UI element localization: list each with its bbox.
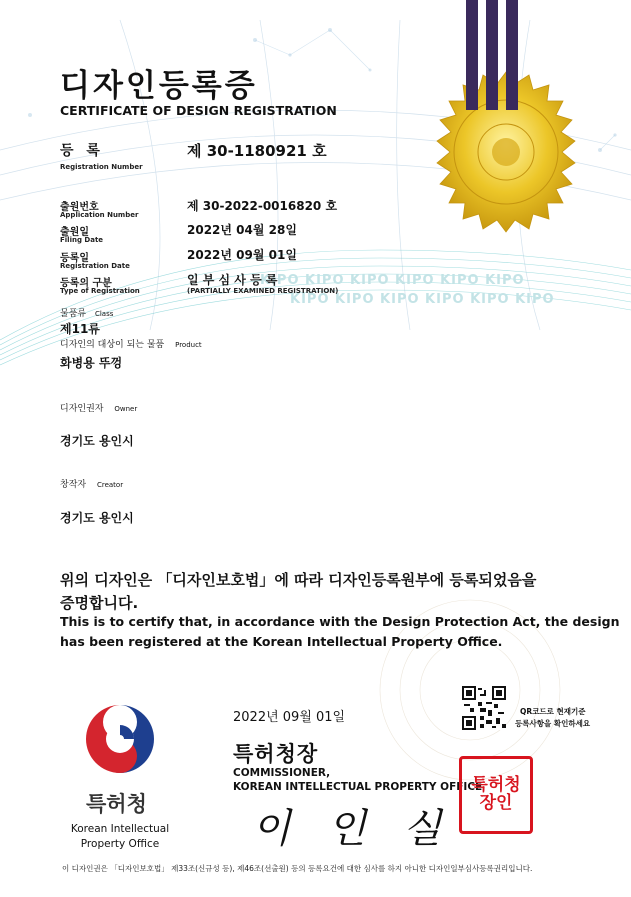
statement-ko: 위의 디자인은 「디자인보호법」에 따라 디자인등록원부에 등록되었음을 (60, 571, 537, 589)
footer-note: 이 디자인권은 「디자인보호법」 제33조(신규성 등), 제46조(선출원) 등의 등록요건에 대한 심사를 하지 아니한 디자인일부심사등록권리입니다. (62, 864, 533, 873)
creator-value: 경기도 용인시 (60, 511, 134, 525)
registration-type-en: (PARTIALLY EXAMINED REGISTRATION) (187, 287, 339, 295)
owner-value: 경기도 용인시 (60, 434, 134, 448)
class-label: 물품류 Class (60, 309, 114, 319)
owner-label: 디자인권자 Owner (60, 404, 138, 414)
certificate-title-en: CERTIFICATE OF DESIGN REGISTRATION (60, 103, 337, 118)
product-value: 화병용 뚜껑 (60, 356, 123, 370)
kipo-watermark: KIPO KIPO KIPO KIPO KIPO KIPO (290, 292, 555, 307)
issue-date: 2022년 09월 01일 (233, 710, 346, 725)
registration-date: 2022년 09월 01일 (187, 248, 297, 262)
registration-type-label: 등록의 구분 (60, 278, 112, 289)
kipo-logo-en-2: Property Office (80, 838, 160, 850)
registration-date-label-en: Registration Date (60, 262, 130, 270)
filing-date-label: 출원일 (60, 227, 89, 238)
filing-date: 2022년 04월 28일 (187, 223, 297, 237)
registration-date-label: 등록일 (60, 253, 89, 264)
application-number-label-en: Application Number (60, 211, 139, 219)
certificate-title: 디자인등록증 (60, 68, 258, 104)
qr-code-icon[interactable] (462, 686, 506, 730)
class-value: 제11류 (60, 322, 100, 336)
creator-label: 창작자 Creator (60, 480, 124, 490)
kipo-logo-ko: 특허청 (86, 792, 147, 816)
application-number: 제 30-2022-0016820 호 (187, 199, 338, 213)
kipo-logo-en: Korean Intellectual (70, 823, 170, 835)
ribbon (506, 0, 518, 110)
registration-type: 일 부 심 사 등 록 (187, 273, 278, 287)
statement-en: This is to certify that, in accordance with the Design Protection Act, the design (60, 614, 620, 629)
commissioner-en-2: KOREAN INTELLECTUAL PROPERTY OFFICE (233, 781, 483, 793)
kipo-watermark: KIPO KIPO KIPO KIPO KIPO KIPO (260, 273, 525, 288)
registration-number: 제 30-1180921 호 (187, 142, 327, 160)
qr-note-2: 등록사항을 확인하세요 (515, 719, 591, 728)
commissioner-en: COMMISSIONER, (233, 767, 331, 779)
ribbon (466, 0, 478, 110)
registration-label: 등 록 (60, 143, 104, 159)
application-number-label: 출원번호 (60, 202, 99, 213)
ribbon (486, 0, 498, 110)
registration-type-label-en: Type of Registration (60, 287, 140, 295)
statement-ko-2: 증명합니다. (60, 594, 139, 612)
product-label: 디자인의 대상이 되는 물품 Product (60, 340, 202, 350)
statement-en-2: has been registered at the Korean Intellectual Property Office. (60, 634, 503, 649)
commissioner-title: 특허청장 (233, 742, 319, 766)
filing-date-label-en: Filing Date (60, 236, 104, 244)
registration-label-en: Registration Number (60, 163, 143, 171)
qr-note: QR코드로 현재기준 (520, 707, 586, 716)
kipo-logo-icon (84, 703, 156, 775)
signature: 이 인 실 (252, 806, 454, 852)
official-seal: 특허청장인 (459, 756, 533, 834)
